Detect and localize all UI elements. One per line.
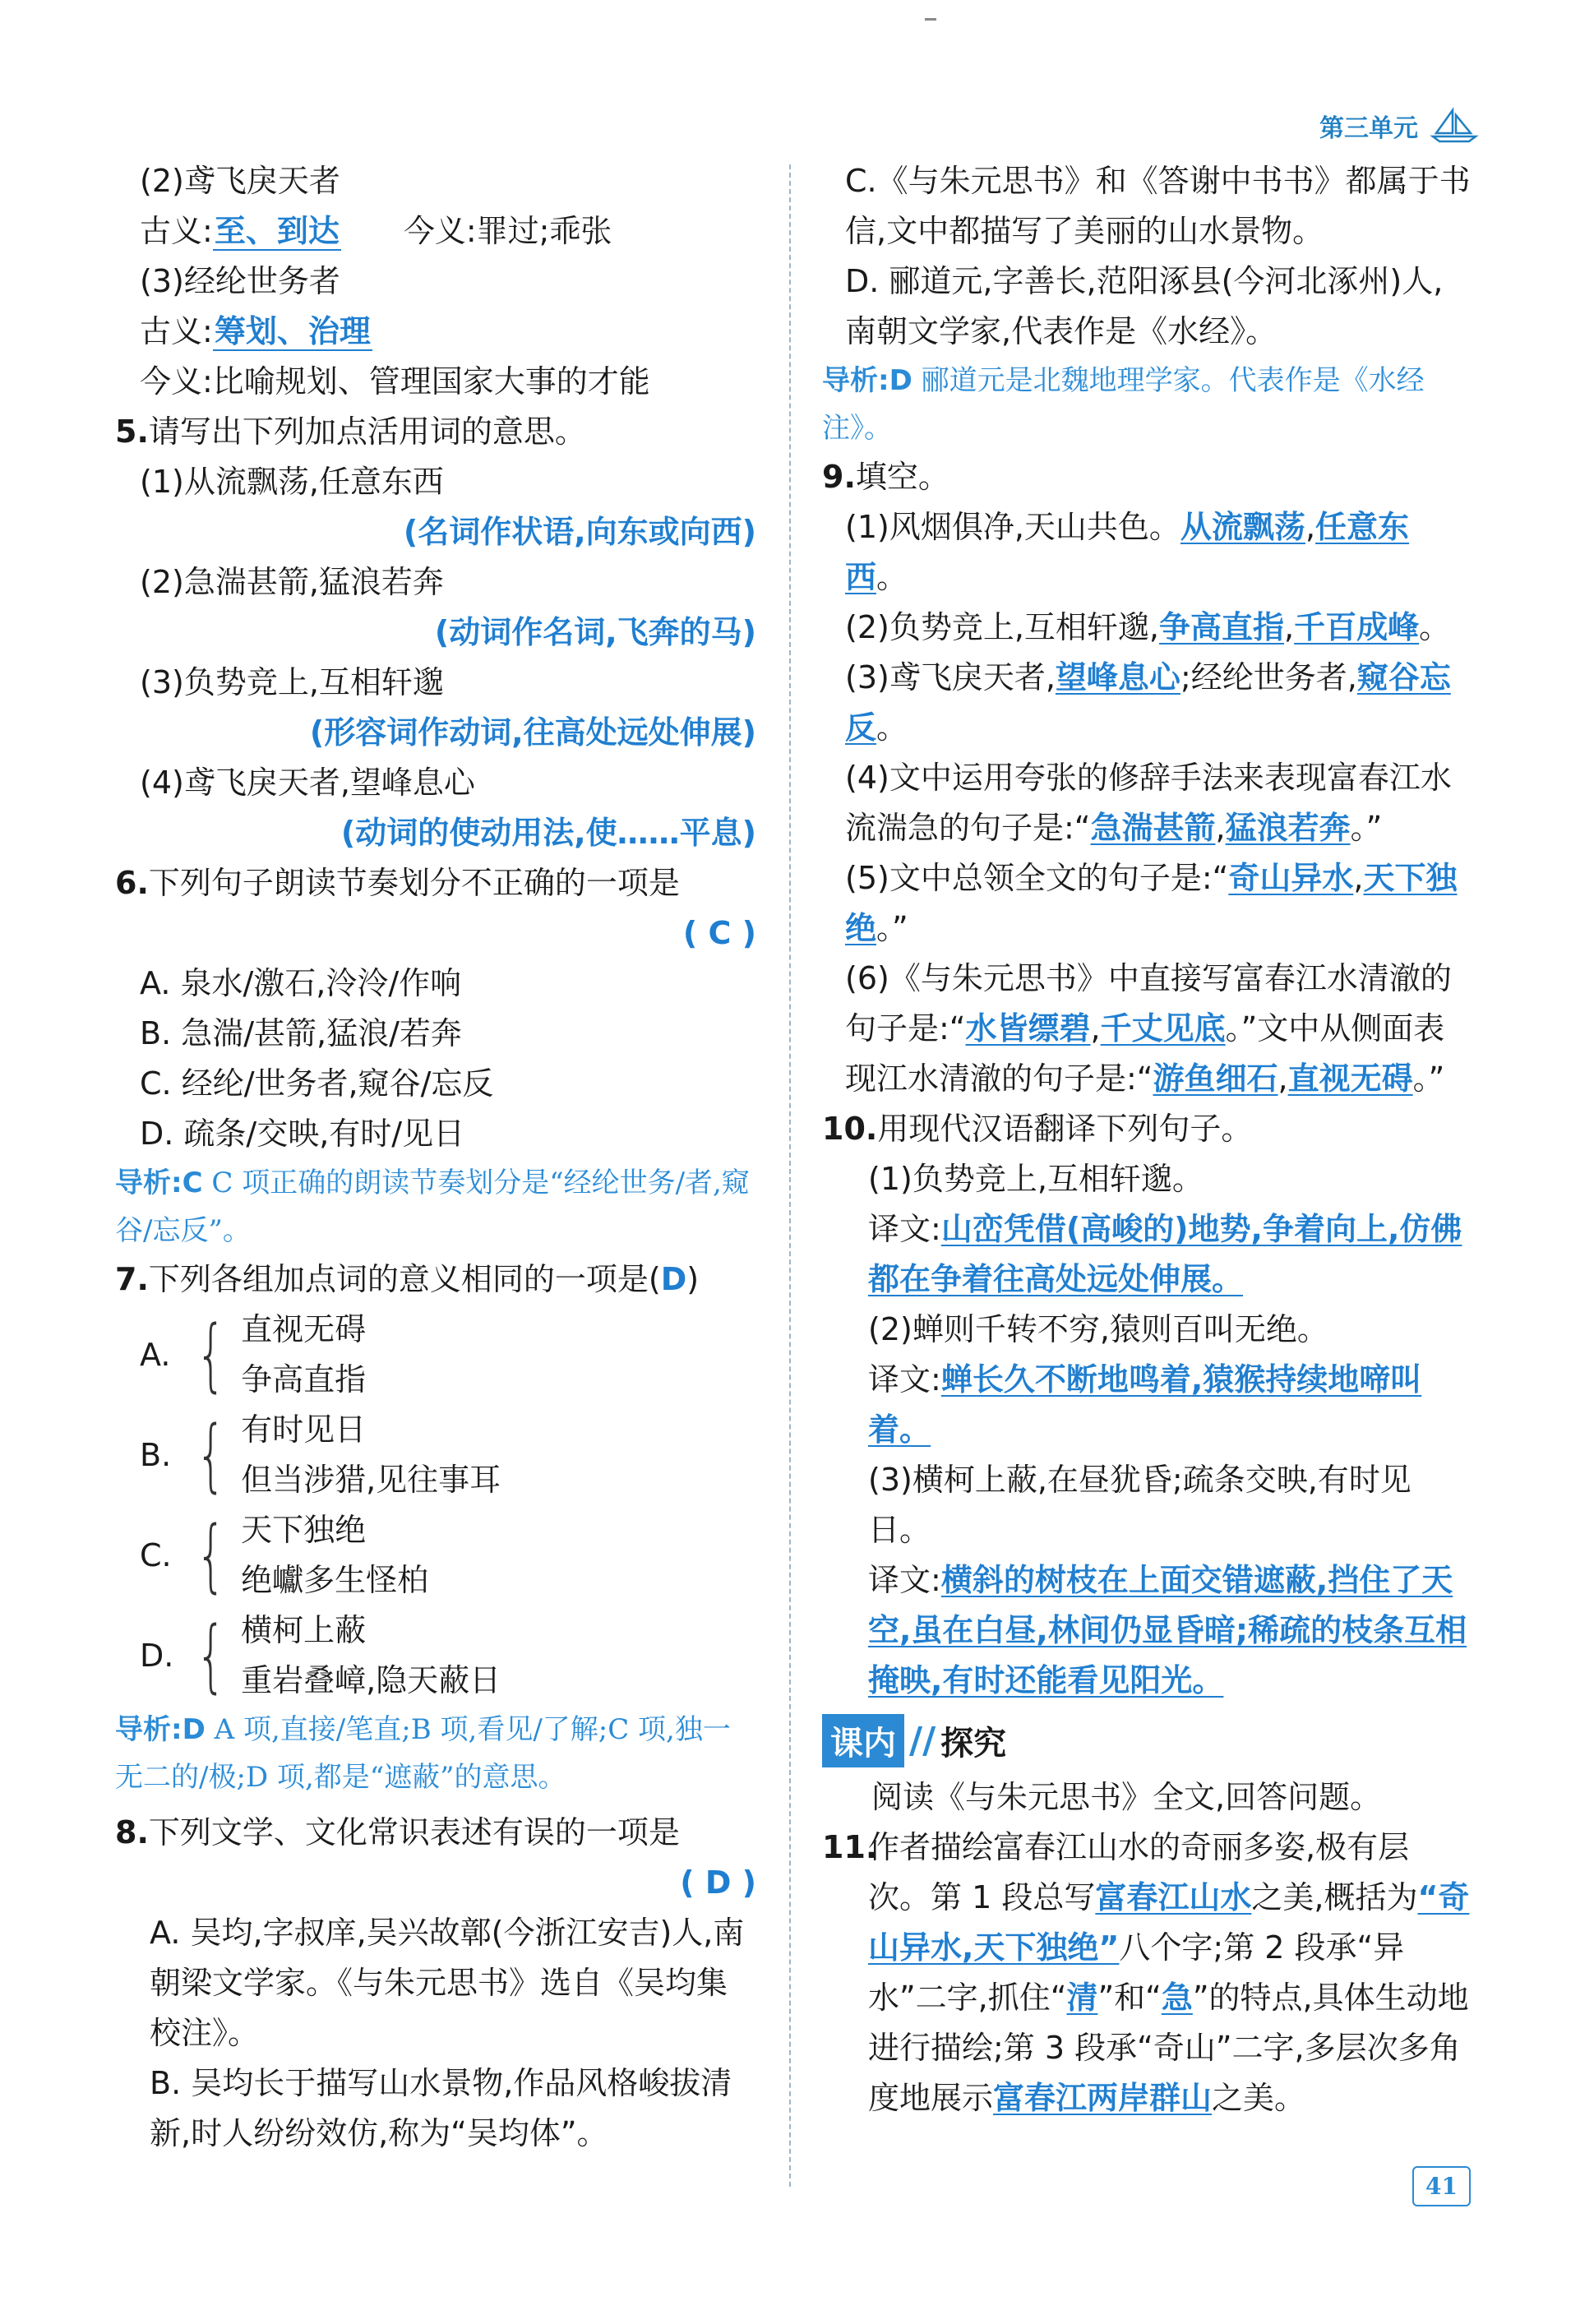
q9-items	[822, 502, 1472, 1104]
analysis-tag: 导析:D	[822, 364, 913, 397]
translation-label: 译文:	[868, 1211, 941, 1247]
line-text: (2)急湍甚箭,猛浪若奔	[140, 564, 444, 600]
option-label: B.	[140, 1436, 172, 1473]
option-line: 绝巘多生怪柏	[241, 1562, 429, 1598]
page-number: 41	[1412, 2166, 1471, 2206]
text-line	[115, 557, 756, 608]
line-text: C. 经纶/世务者,窥谷/忘反	[140, 1065, 494, 1102]
q10-stem	[822, 1104, 1472, 1154]
answer: 任意东西	[845, 509, 1410, 595]
line-text: (4)鸢飞戾天者,望峰息心	[140, 765, 475, 801]
q8-option-c: C.《与朱元思书》和《答谢中书书》都属于书信,文中都描写了美丽的山水景物。	[845, 163, 1471, 249]
text-line	[115, 808, 756, 858]
paren-close: )	[686, 1261, 700, 1297]
body-text: ”的特点,具体生动地进行描绘;第 3 段承“奇山”二字,多层次多角度地展示	[868, 1980, 1469, 2116]
q8-analysis	[822, 357, 1472, 452]
unit-header	[1319, 107, 1479, 145]
fill-item	[845, 653, 1472, 753]
item-text: ,	[1215, 810, 1226, 846]
q8-stem	[115, 1808, 756, 1858]
item-text: 。”	[876, 910, 908, 946]
option-label: D.	[140, 1637, 174, 1674]
q11-body	[868, 1823, 1472, 2123]
question-text: 下列文学、文化常识表述有误的一项是	[148, 1814, 680, 1850]
body-text: 八个字;第 2 段承“异水”二字,抓住“	[868, 1929, 1405, 2016]
answer: 窥谷忘反	[845, 659, 1451, 746]
q8-answer	[115, 1858, 756, 1908]
line-text: 今义:比喻规划、管理国家大事的才能	[140, 363, 650, 400]
answer: 千百成峰	[1294, 609, 1420, 645]
option-group	[140, 1305, 756, 1405]
item-text: (3)鸢飞戾天者,	[845, 659, 1056, 695]
option-line: 重岩叠嶂,隐天蔽日	[241, 1662, 501, 1698]
text-line	[115, 507, 756, 557]
line-text: (3)负势竞上,互相轩邈	[140, 664, 444, 700]
option-line: 天下独绝	[241, 1512, 367, 1548]
line-text: D. 疏条/交映,有时/见日	[140, 1116, 465, 1152]
option-label: C.	[140, 1536, 172, 1573]
option-group	[140, 1405, 756, 1505]
line-text: 古义:	[140, 313, 213, 349]
item-text: (5)文中总领全文的句子是:“	[845, 860, 1229, 896]
section-heading	[822, 1714, 1472, 1767]
brace: {	[196, 1509, 226, 1601]
answer: 富春江两岸群山	[993, 2080, 1213, 2116]
brace: {	[196, 1610, 226, 1702]
left-lines	[115, 156, 756, 1159]
question-text: 下列各组加点词的意义相同的一项是(	[148, 1261, 661, 1297]
body-text: 之美。	[1212, 2080, 1306, 2116]
question-number: 11.	[822, 1829, 878, 1865]
brace: {	[196, 1309, 226, 1401]
item-text: 。”	[1412, 1060, 1445, 1097]
fill-item	[845, 853, 1472, 954]
question-text: 用现代汉语翻译下列句子。	[877, 1111, 1253, 1147]
item-text: ,	[1305, 509, 1316, 545]
option-group	[140, 1606, 756, 1706]
body-text: 作者描绘富春江山水的奇丽多姿,极有层次。第 1 段总写	[868, 1829, 1410, 1915]
answer: 富春江山水	[1095, 1879, 1252, 1915]
item-text: 。	[876, 559, 908, 595]
body-text: 之美,概括为	[1251, 1879, 1418, 1915]
top-mark	[925, 18, 936, 21]
option-line: 争高直指	[241, 1361, 367, 1398]
text-line	[115, 256, 756, 307]
text-line	[115, 206, 756, 256]
option-pair	[241, 1405, 501, 1505]
question-number: 5.	[115, 414, 149, 450]
translation-answer: 蝉长久不断地鸣着,猿猴持续地啼叫着。	[868, 1361, 1422, 1448]
line-text: 今义:罪过;乖张	[340, 213, 612, 249]
q6-analysis	[115, 1159, 756, 1254]
text-line	[115, 1109, 756, 1159]
section-title: 探究	[940, 1725, 1007, 1763]
item-text: ,	[1090, 1010, 1101, 1046]
option-pair	[241, 1305, 366, 1405]
brace: {	[196, 1409, 226, 1501]
question-number: 9.	[822, 459, 856, 495]
answer: D	[660, 1261, 687, 1297]
line-text: B. 急湍/甚箭,猛浪/若奔	[140, 1015, 462, 1051]
answer: (动词的使动用法,使……平息)	[340, 815, 756, 851]
text-line	[115, 959, 756, 1009]
q7-options	[115, 1305, 756, 1706]
source-sentence: (3)横柯上蔽,在昼犹昏;疏条交映,有时见日。	[868, 1462, 1411, 1548]
fill-item	[845, 954, 1472, 1104]
answer: (名词作状语,向东或向西)	[403, 514, 756, 550]
answer: ( D )	[680, 1864, 756, 1901]
analysis-tag: 导析:C	[115, 1167, 203, 1199]
body-text: ”和“	[1097, 1980, 1162, 2016]
line-text: A. 泉水/激石,泠泠/作响	[140, 965, 462, 1001]
sailboat-icon	[1430, 107, 1479, 145]
translation	[868, 1355, 1472, 1455]
item-text: ,	[1278, 1060, 1288, 1097]
analysis-text: A 项,直接/笔直;B 项,看见/了解;C 项,独一无二的/极;D 项,都是“遮蔽”的意思。	[115, 1713, 731, 1794]
translation	[868, 1555, 1472, 1706]
question-number: 7.	[115, 1261, 149, 1297]
answer: 天下独绝	[845, 860, 1458, 946]
translation	[868, 1204, 1472, 1305]
q8-option-b: B. 吴均长于描写山水景物,作品风格峻拔清新,时人纷纷效仿,称为“吴均体”。	[150, 2065, 732, 2151]
source-sentence: (2)蝉则千转不穷,猿则百叫无绝。	[868, 1311, 1328, 1347]
unit-title: 第三单元	[1319, 114, 1418, 143]
text-line	[115, 658, 756, 708]
left-column	[115, 156, 756, 2159]
answer: 直视无碍	[1287, 1060, 1413, 1097]
option-line: 直视无碍	[241, 1311, 367, 1347]
q8-option-a: A. 吴均,字叔庠,吴兴故鄣(今浙江安吉)人,南朝梁文学家。《与朱元思书》选自《吴均集校注》。	[150, 1915, 745, 2051]
text-line	[115, 758, 756, 808]
answer: 清	[1066, 1980, 1098, 2016]
item-text: (2)负势竞上,互相轩邈,	[845, 609, 1159, 645]
item-text: 。	[876, 709, 908, 746]
text-line	[115, 357, 756, 407]
answer: (动词作名词,飞奔的马)	[434, 614, 756, 650]
q11	[822, 1823, 1472, 2123]
translation-label: 译文:	[868, 1361, 941, 1398]
fill-item	[845, 753, 1472, 853]
text-line	[115, 156, 756, 206]
question-number: 8.	[115, 1814, 149, 1850]
text-line	[115, 708, 756, 758]
item-text: (4)文中运用夸张的修辞手法来表现富春江水流湍急的句子是:“	[845, 760, 1452, 846]
right-column	[822, 156, 1472, 2123]
item-text: 。”文中从侧面表现江水清澈的句子是:“	[845, 1010, 1445, 1097]
analysis-tag: 导析:D	[115, 1713, 206, 1746]
text-line	[115, 858, 756, 908]
question-number: 10.	[822, 1111, 878, 1147]
answer: 猛浪若奔	[1225, 810, 1351, 846]
answer: 急湍甚箭	[1090, 810, 1216, 846]
item-text: (1)风烟俱净,天山共色。	[845, 509, 1180, 545]
item-text: ,	[1284, 609, 1295, 645]
option-line: 有时见日	[241, 1411, 367, 1448]
question-text: 填空。	[855, 459, 949, 495]
q10-items	[822, 1154, 1472, 1706]
text-line	[115, 908, 756, 959]
q7-analysis	[115, 1706, 756, 1801]
answer: 望峰息心	[1055, 659, 1180, 695]
text-line	[115, 608, 756, 658]
fill-item	[845, 603, 1472, 653]
fill-item	[845, 502, 1472, 603]
item-text: (6)《与朱元思书》中直接写富春江水清澈的句子是:“	[845, 960, 1452, 1046]
answer: “奇山异水,天下独绝”	[868, 1879, 1470, 1966]
translation-answer: 山峦凭借(高峻的)地势,争着向上,仿佛都在争着往高处远处伸展。	[868, 1211, 1462, 1297]
reading-intro: 阅读《与朱元思书》全文,回答问题。	[871, 1779, 1382, 1815]
answer: 游鱼细石	[1153, 1060, 1278, 1097]
q8-option-d: D. 郦道元,字善长,范阳涿县(今河北涿州)人,南朝文学家,代表作是《水经》。	[845, 263, 1444, 349]
option-pair	[241, 1606, 501, 1706]
answer: 至、到达	[214, 213, 340, 249]
text-line	[115, 307, 756, 357]
option-pair	[241, 1505, 428, 1606]
item-text: ;经纶世务者,	[1180, 659, 1357, 695]
line-text: (1)从流飘荡,任意东西	[140, 464, 444, 500]
option-line: 但当涉猎,见往事耳	[241, 1462, 501, 1498]
q7-stem	[115, 1254, 756, 1305]
answer: 争高直指	[1159, 609, 1285, 645]
line-text: 请写出下列加点活用词的意思。	[148, 414, 586, 450]
answer: 千丈见底	[1100, 1010, 1226, 1046]
answer: 从流飘荡	[1180, 509, 1305, 545]
answer: 水皆缥碧	[965, 1010, 1091, 1046]
question-number: 6.	[115, 865, 149, 901]
line-text: 古义:	[140, 213, 213, 249]
text-line	[115, 1009, 756, 1059]
answer: 筹划、治理	[214, 313, 371, 349]
text-line	[115, 1059, 756, 1109]
translation-label: 译文:	[868, 1562, 941, 1598]
translation-answer: 横斜的树枝在上面交错遮蔽,挡住了天空,虽在白昼,林间仍显昏暗;稀疏的枝条互相掩映,有时还能看见阳光。	[868, 1562, 1467, 1698]
analysis-text: C 项正确的朗读节奏划分是“经纶世务/者,窥谷/忘反”。	[115, 1167, 750, 1247]
text-line	[115, 407, 756, 457]
section-box: 课内	[822, 1714, 904, 1767]
answer: (形容词作动词,往高处远处伸展)	[309, 714, 756, 751]
answer: ( C )	[682, 915, 756, 951]
line-text: 下列句子朗读节奏划分不正确的一项是	[148, 865, 680, 901]
section-slash: //	[909, 1720, 936, 1762]
line-text: (3)经纶世务者	[140, 263, 340, 299]
source-sentence: (1)负势竞上,互相轩邈。	[868, 1161, 1204, 1197]
text-line	[115, 457, 756, 507]
option-label: A.	[140, 1336, 171, 1373]
option-line: 横柯上蔽	[241, 1612, 367, 1648]
item-text: 。	[1419, 609, 1451, 645]
line-text: (2)鸢飞戾天者	[140, 163, 340, 199]
answer: 奇山异水	[1228, 860, 1354, 896]
answer: 急	[1161, 1980, 1193, 2016]
column-divider	[789, 164, 791, 2187]
item-text: ,	[1353, 860, 1364, 896]
q9-stem	[822, 452, 1472, 502]
option-group	[140, 1505, 756, 1606]
item-text: 。”	[1350, 810, 1383, 846]
analysis-text: 郦道元是北魏地理学家。代表作是《水经注》。	[822, 364, 1425, 445]
